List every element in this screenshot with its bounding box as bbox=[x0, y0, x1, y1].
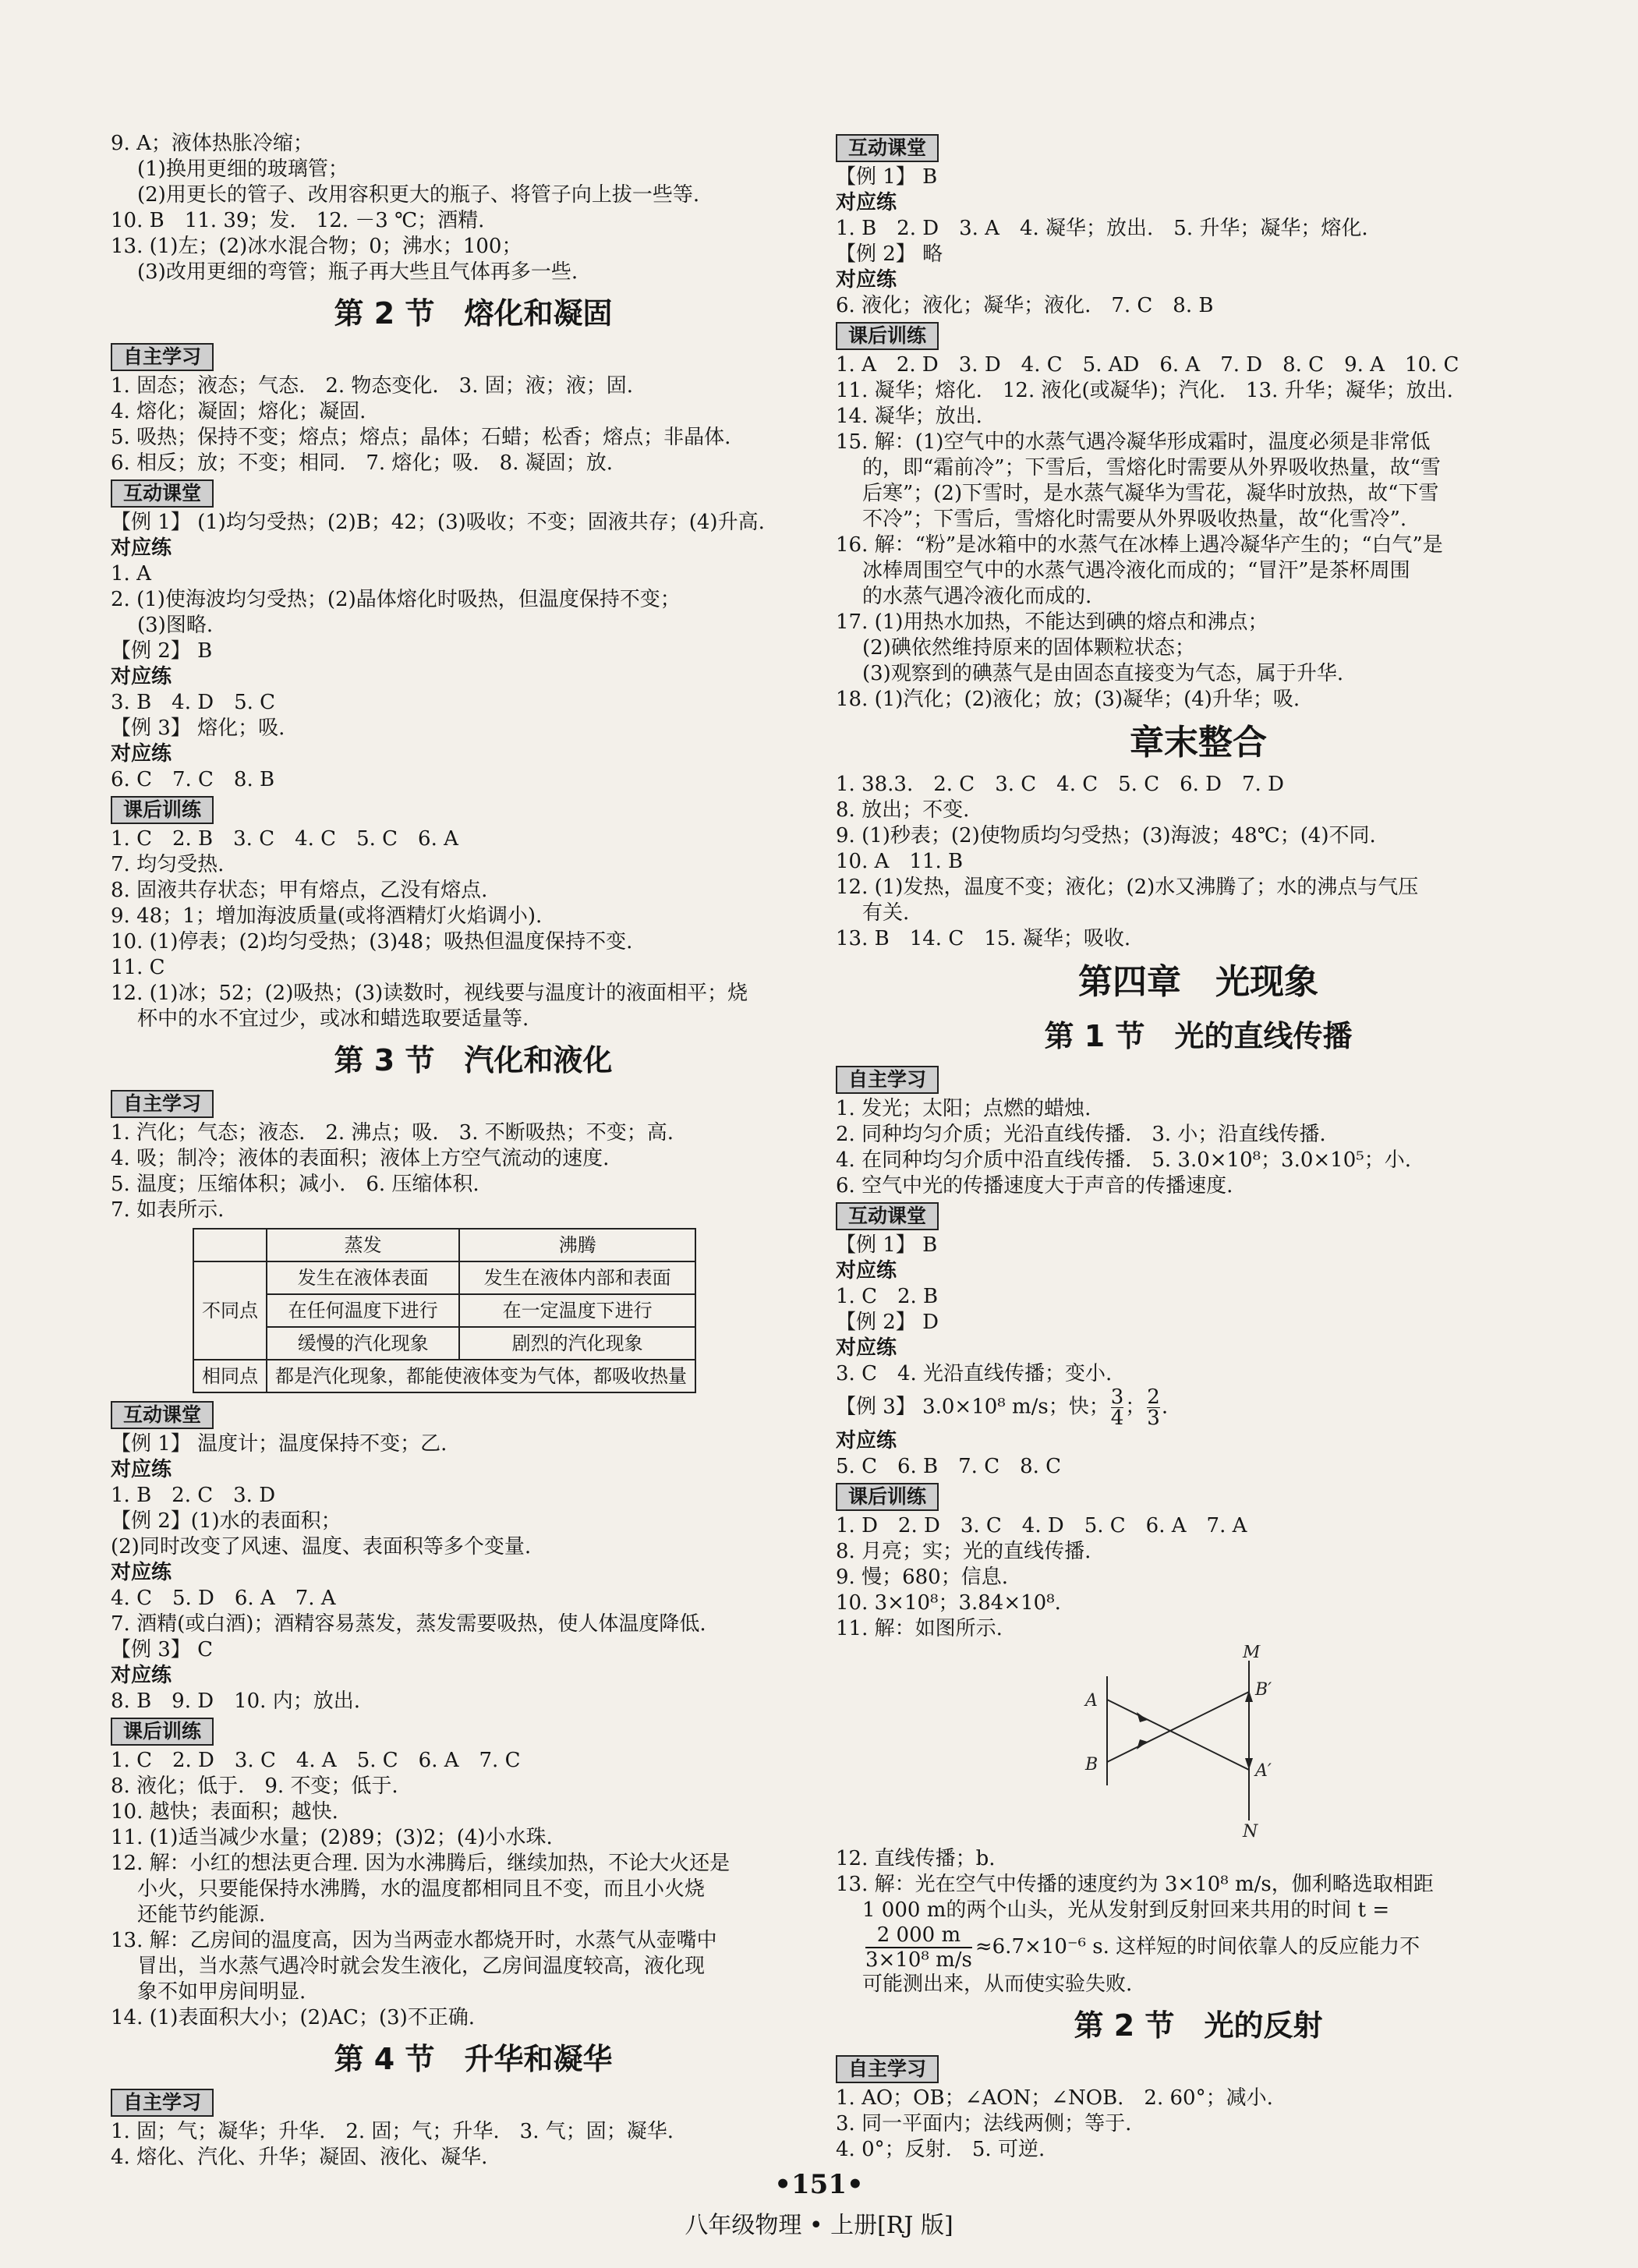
section-label-box: 互动课堂 bbox=[111, 479, 214, 508]
fraction bbox=[865, 1923, 972, 1972]
answer-line: 2. 同种均匀介质；光沿直线传播. 3. 小；沿直线传播. bbox=[836, 1123, 1326, 1146]
ray-arrow bbox=[1245, 1690, 1253, 1702]
answer-line: 小火，只要能保持水沸腾，水的温度都相同且不变，而且小火烧 bbox=[137, 1877, 706, 1901]
answer-line: 对应练 bbox=[836, 1259, 897, 1283]
answer-line: 13. 解：乙房间的温度高，因为当两壶水都烧开时，水蒸气从壶嘴中 bbox=[111, 1929, 717, 1952]
answer-line: 14. (1)表面积大小；(2)AC；(3)不正确. bbox=[111, 2006, 476, 2029]
answer-line: 13. 解：光在空气中传播的速度约为 3×10⁸ m/s，伽利略选取相距 bbox=[836, 1873, 1434, 1896]
answer-line: (2)碘依然维持原来的固体颗粒状态； bbox=[862, 636, 1195, 660]
answer-line: 18. (1)汽化；(2)液化；放；(3)凝华；(4)升华；吸. bbox=[836, 688, 1300, 711]
pinhole-ray-diagram bbox=[1070, 1645, 1288, 1840]
answer-line: 8. 固液共存状态；甲有熔点，乙没有熔点. bbox=[111, 879, 488, 902]
answer-line: 对应练 bbox=[836, 1429, 897, 1452]
answer-line: 12. 直线传播；b. bbox=[836, 1847, 996, 1870]
answer-line: 的水蒸气遇冷液化而成的. bbox=[862, 585, 1092, 608]
answer-line: 不冷”；下雪后，雪熔化时需要从外界吸收热量，故“化雪冷”. bbox=[862, 508, 1407, 531]
answer-line: 象不如甲房间明显. bbox=[137, 1980, 306, 2004]
table-header-cell bbox=[193, 1229, 267, 1261]
section-label-row bbox=[836, 1480, 1561, 1513]
section-label-row bbox=[111, 476, 836, 510]
answer-line: 2. (1)使海波均匀受热；(2)晶体熔化时吸热，但温度保持不变； bbox=[111, 588, 681, 611]
table-cell: 缓慢的汽化现象 bbox=[267, 1327, 459, 1360]
answer-line: 7. 酒精(或白酒)；酒精容易蒸发，蒸发需要吸热，使人体温度降低. bbox=[111, 1612, 706, 1636]
answer-line: 9. 慢；680；信息. bbox=[836, 1566, 1008, 1589]
fraction-numerator: 2 bbox=[1147, 1385, 1160, 1409]
answer-line: 1. AO；OB；∠AON；∠NOB. 2. 60°；减小. bbox=[836, 2086, 1273, 2110]
answer-line: 7. 如表所示. bbox=[111, 1198, 225, 1222]
answer-line: 对应练 bbox=[111, 1664, 172, 1687]
section-heading: 第 2 节 熔化和凝固 bbox=[334, 296, 613, 331]
answer-line: 8. 液化；低于. 9. 不变；低于. bbox=[111, 1774, 398, 1798]
answer-line: 对应练 bbox=[111, 1458, 172, 1481]
answer-line: (3)图略. bbox=[137, 614, 214, 637]
answer-line: 1. C 2. D 3. C 4. A 5. C 6. A 7. C bbox=[111, 1749, 521, 1772]
fraction bbox=[1111, 1387, 1124, 1428]
answer-line: (2)用更长的管子、改用容积更大的瓶子、将管子向上拔一些等. bbox=[137, 183, 700, 207]
point-label-a: A bbox=[1085, 1691, 1098, 1711]
answer-line: 【例 1】 (1)均匀受热；(2)B；42；(3)吸收；不变；固液共存；(4)升高. bbox=[111, 511, 765, 534]
answer-line: 1. B 2. D 3. A 4. 凝华；放出. 5. 升华；凝华；熔化. bbox=[836, 217, 1368, 240]
answer-line: (3)改用更细的弯管；瓶子再大些且气体再多一些. bbox=[137, 260, 578, 284]
answer-line: 10. (1)停表；(2)均匀受热；(3)48；吸热但温度保持不变. bbox=[111, 930, 633, 954]
answer-line: 1. 发光；太阳；点燃的蜡烛. bbox=[836, 1097, 1091, 1120]
point-label-n: N bbox=[1243, 1822, 1258, 1840]
table-cell: 发生在液体表面 bbox=[267, 1261, 459, 1294]
section-label-box: 课后训练 bbox=[111, 1718, 214, 1746]
answer-line: 1. 固；气；凝华；升华. 2. 固；气；升华. 3. 气；固；凝华. bbox=[111, 2120, 674, 2143]
answer-line: 13. B 14. C 15. 凝华；吸收. bbox=[836, 927, 1131, 950]
answer-line: 6. 液化；液化；凝华；液化. 7. C 8. B bbox=[836, 294, 1214, 317]
point-label-b-prime: B′ bbox=[1255, 1680, 1272, 1700]
section-label-row bbox=[111, 340, 836, 373]
section-label-row bbox=[111, 1087, 836, 1120]
answer-line: 9. (1)秒表；(2)使物质均匀受热；(3)海波；48℃；(4)不同. bbox=[836, 824, 1376, 847]
answer-line: 11. 凝华；熔化. 12. 液化(或凝华)；汽化. 13. 升华；凝华；放出. bbox=[836, 379, 1453, 402]
answer-line: 4. 熔化、汽化、升华；凝固、液化、凝华. bbox=[111, 2146, 488, 2169]
answer-line: 10. 3×10⁸；3.84×10⁸. bbox=[836, 1591, 1061, 1615]
answer-line: 【例 3】 C bbox=[111, 1638, 213, 1661]
answer-line: 对应练 bbox=[111, 1561, 172, 1584]
section-label-row bbox=[111, 1398, 836, 1431]
section-label-box: 自主学习 bbox=[836, 1066, 939, 1094]
answer-line: 5. 吸热；保持不变；熔点；熔点；晶体；石蜡；松香；熔点；非晶体. bbox=[111, 426, 731, 449]
answer-line: 【例 2】 D bbox=[836, 1311, 939, 1334]
answer-line: 后寒”；(2)下雪时，是水蒸气凝华为雪花，凝华时放热，故“下雪 bbox=[862, 482, 1439, 505]
answer-line: 对应练 bbox=[836, 1336, 897, 1360]
answer-line-fraction bbox=[836, 1923, 1561, 1972]
answer-line: 1. C 2. B 3. C 4. C 5. C 6. A bbox=[111, 827, 458, 851]
answer-line-fraction bbox=[836, 1387, 1561, 1428]
table-row-label: 相同点 bbox=[193, 1360, 267, 1392]
point-label-m: M bbox=[1243, 1645, 1261, 1662]
section-label-box: 课后训练 bbox=[111, 796, 214, 824]
answer-line: 10. A 11. B bbox=[836, 850, 964, 873]
answer-line: 对应练 bbox=[836, 268, 897, 292]
answer-line: 可能测出来，从而使实验失败. bbox=[862, 1973, 1133, 1996]
answer-line: 9. 48；1；增加海波质量(或将酒精灯火焰调小). bbox=[111, 904, 543, 928]
answer-text: ≈6.7×10⁻⁶ s. 这样短的时间依靠人的反应能力不 bbox=[975, 1935, 1420, 1958]
section-label-row bbox=[836, 1063, 1561, 1096]
fraction-denominator: 3 bbox=[1147, 1406, 1160, 1430]
section-heading: 第 4 节 升华和凝华 bbox=[334, 2042, 613, 2076]
section-heading: 第 2 节 光的反射 bbox=[1074, 2008, 1323, 2043]
table-cell: 发生在液体内部和表面 bbox=[459, 1261, 695, 1294]
answer-line: 【例 1】 B bbox=[836, 165, 938, 189]
left-column bbox=[111, 131, 836, 2171]
section-label-row bbox=[836, 1199, 1561, 1233]
table-cell: 在任何温度下进行 bbox=[267, 1294, 459, 1327]
answer-line: (1)换用更细的玻璃管； bbox=[137, 157, 348, 181]
section-label-row bbox=[836, 2052, 1561, 2086]
section-heading: 第 1 节 光的直线传播 bbox=[1044, 1019, 1353, 1053]
answer-line: 1 000 m的两个山头，光从发射到反射回来共用的时间 t = bbox=[862, 1898, 1390, 1922]
answer-line: 8. B 9. D 10. 内；放出. bbox=[111, 1690, 360, 1713]
answer-line: 对应练 bbox=[111, 536, 172, 560]
answer-line: 6. 相反；放；不变；相同. 7. 熔化；吸. 8. 凝固；放. bbox=[111, 451, 614, 475]
light-ray bbox=[1107, 1692, 1249, 1762]
light-ray bbox=[1107, 1700, 1249, 1770]
answer-line: 5. C 6. B 7. C 8. C bbox=[836, 1455, 1062, 1478]
answer-line: 10. B 11. 39；发. 12. －3 ℃；酒精. bbox=[111, 209, 485, 232]
answer-line: 8. 放出；不变. bbox=[836, 798, 970, 822]
answer-line: 4. 吸；制冷；液体的表面积；液体上方空气流动的速度. bbox=[111, 1147, 610, 1170]
answer-line: 1. 固态；液态；气态. 2. 物态变化. 3. 固；液；液；固. bbox=[111, 374, 634, 398]
answer-line: 4. C 5. D 6. A 7. A bbox=[111, 1587, 336, 1610]
answer-line: 12. 解：小红的想法更合理. 因为水沸腾后，继续加热，不论大火还是 bbox=[111, 1852, 731, 1875]
right-column bbox=[836, 131, 1561, 2163]
section-label-box: 自主学习 bbox=[111, 1090, 214, 1118]
section-heading: 第 3 节 汽化和液化 bbox=[334, 1043, 613, 1077]
table-header-cell: 沸腾 bbox=[459, 1229, 695, 1261]
answer-line: 1. 38.3. 2. C 3. C 4. C 5. C 6. D 7. D bbox=[836, 773, 1284, 796]
page-number: •151• bbox=[774, 2169, 864, 2200]
answer-line: 1. B 2. C 3. D bbox=[111, 1484, 276, 1507]
section-label-row bbox=[111, 1714, 836, 1748]
answer-line: 4. 0°；反射. 5. 可逆. bbox=[836, 2138, 1045, 2161]
section-label-row bbox=[836, 319, 1561, 352]
ray-arrow bbox=[1137, 1739, 1148, 1750]
answer-line: 【例 2】(1)水的表面积； bbox=[111, 1509, 341, 1533]
answer-line: (2)同时改变了风速、温度、表面积等多个变量. bbox=[111, 1535, 532, 1559]
answer-line: 对应练 bbox=[111, 665, 172, 688]
section-label-box: 课后训练 bbox=[836, 1483, 939, 1511]
answer-line: 【例 1】 温度计；温度保持不变；乙. bbox=[111, 1432, 448, 1456]
answer-line: 3. C 4. 光沿直线传播；变小. bbox=[836, 1362, 1113, 1385]
answer-line: 1. A 2. D 3. D 4. C 5. AD 6. A 7. D 8. C 9. A 10. C bbox=[836, 353, 1459, 377]
section-label-box: 互动课堂 bbox=[111, 1401, 214, 1429]
answer-line: 对应练 bbox=[836, 191, 897, 214]
fraction-numerator: 3 bbox=[1110, 1385, 1124, 1409]
answer-line: 7. 均匀受热. bbox=[111, 853, 225, 876]
answer-line: 9. A；液体热胀冷缩； bbox=[111, 132, 313, 155]
answer-line: 6. C 7. C 8. B bbox=[111, 768, 275, 791]
answer-line: 8. 月亮；实；光的直线传播. bbox=[836, 1540, 1091, 1563]
answer-line: 【例 2】 略 bbox=[836, 242, 943, 266]
book-subject-footer: 八年级物理 • 上册[RJ 版] bbox=[685, 2212, 953, 2239]
answer-line: 1. A bbox=[111, 562, 151, 586]
table-cell: 都是汽化现象，都能使液体变为气体，都吸收热量 bbox=[267, 1360, 695, 1392]
answer-text: 【例 3】 3.0×10⁸ m/s；快； bbox=[836, 1395, 1109, 1419]
answer-line: 11. 解：如图所示. bbox=[836, 1617, 1003, 1640]
table-row-label: 不同点 bbox=[193, 1261, 267, 1360]
answer-line: 3. 同一平面内；法线两侧；等于. bbox=[836, 2112, 1132, 2135]
answer-line: 1. 汽化；气态；液态. 2. 沸点；吸. 3. 不断吸热；不变；高. bbox=[111, 1121, 674, 1145]
answer-line: 1. D 2. D 3. C 4. D 5. C 6. A 7. A bbox=[836, 1514, 1247, 1537]
point-label-b: B bbox=[1085, 1755, 1098, 1774]
section-label-row bbox=[111, 793, 836, 826]
answer-line: 3. B 4. D 5. C bbox=[111, 691, 276, 714]
answer-text: ； bbox=[1125, 1395, 1146, 1419]
comparison-table bbox=[193, 1228, 696, 1393]
answer-line: 的，即“霜前冷”；下雪后，雪熔化时需要从外界吸收热量，故“雪 bbox=[862, 456, 1441, 479]
section-label-row bbox=[111, 2086, 836, 2119]
answer-line: 【例 2】 B bbox=[111, 639, 213, 663]
fraction bbox=[1147, 1387, 1160, 1428]
point-label-a-prime: A′ bbox=[1255, 1761, 1272, 1781]
table-cell: 在一定温度下进行 bbox=[459, 1294, 695, 1327]
answer-line: 11. (1)适当减少水量；(2)89；(3)2；(4)小水珠. bbox=[111, 1826, 553, 1849]
section-label-box: 课后训练 bbox=[836, 322, 939, 350]
answer-line: 4. 在同种均匀介质中沿直线传播. 5. 3.0×10⁸；3.0×10⁵；小. bbox=[836, 1148, 1411, 1172]
section-heading: 章末整合 bbox=[1130, 723, 1267, 762]
fraction-denominator: 3×10⁸ m/s bbox=[865, 1948, 972, 1972]
answer-line: 【例 3】 熔化；吸. bbox=[111, 716, 285, 740]
answer-line: 16. 解：“粉”是冰箱中的水蒸气在冰棒上遇冷凝华产生的；“白气”是 bbox=[836, 533, 1443, 557]
answer-line: 12. (1)冰；52；(2)吸热；(3)读数时，视线要与温度计的液面相平；烧 bbox=[111, 982, 748, 1005]
section-label-box: 互动课堂 bbox=[836, 134, 939, 162]
fraction-numerator: 2 000 m bbox=[865, 1923, 972, 1948]
answer-line: 对应练 bbox=[111, 742, 172, 766]
answer-line: 【例 1】 B bbox=[836, 1233, 938, 1257]
answer-text: . bbox=[1161, 1395, 1169, 1419]
answer-line: 11. C bbox=[111, 956, 165, 979]
section-label-box: 自主学习 bbox=[836, 2055, 939, 2083]
table-cell: 剧烈的汽化现象 bbox=[459, 1327, 695, 1360]
answer-line: 12. (1)发热，温度不变；液化；(2)水又沸腾了；水的沸点与气压 bbox=[836, 876, 1419, 899]
section-label-row bbox=[836, 131, 1561, 165]
table-header-cell: 蒸发 bbox=[267, 1229, 459, 1261]
answer-line: 15. 解：(1)空气中的水蒸气遇冷凝华形成霜时，温度必须是非常低 bbox=[836, 430, 1431, 454]
section-label-box: 互动课堂 bbox=[836, 1202, 939, 1230]
fraction-denominator: 4 bbox=[1110, 1406, 1124, 1430]
answer-line: 冒出，当水蒸气遇冷时就会发生液化，乙房间温度较高，液化现 bbox=[137, 1955, 706, 1978]
answer-line: 14. 凝华；放出. bbox=[836, 405, 982, 428]
answer-line: 冰棒周围空气中的水蒸气遇冷液化而成的；“冒汗”是茶杯周围 bbox=[862, 559, 1410, 582]
answer-line: 17. (1)用热水加热，不能达到碘的熔点和沸点； bbox=[836, 610, 1268, 634]
section-label-box: 自主学习 bbox=[111, 343, 214, 371]
answer-line: 还能节约能源. bbox=[137, 1903, 266, 1927]
answer-line: 有关. bbox=[862, 901, 910, 925]
section-label-box: 自主学习 bbox=[111, 2089, 214, 2117]
answer-line: (3)观察到的碘蒸气是由固态直接变为气态，属于升华. bbox=[862, 662, 1344, 685]
answer-line: 13. (1)左；(2)冰水混合物；0；沸水；100； bbox=[111, 235, 522, 258]
answer-line: 10. 越快；表面积；越快. bbox=[111, 1800, 338, 1824]
answer-line: 1. C 2. B bbox=[836, 1285, 939, 1308]
section-heading: 第四章 光现象 bbox=[1078, 962, 1318, 1002]
answer-line: 4. 熔化；凝固；熔化；凝固. bbox=[111, 400, 366, 423]
answer-line: 杯中的水不宜过少，或冰和蜡选取要适量等. bbox=[137, 1007, 529, 1031]
answer-line: 6. 空气中光的传播速度大于声音的传播速度. bbox=[836, 1174, 1233, 1198]
answer-line: 5. 温度；压缩体积；减小. 6. 压缩体积. bbox=[111, 1173, 479, 1196]
ray-arrow bbox=[1137, 1712, 1148, 1722]
